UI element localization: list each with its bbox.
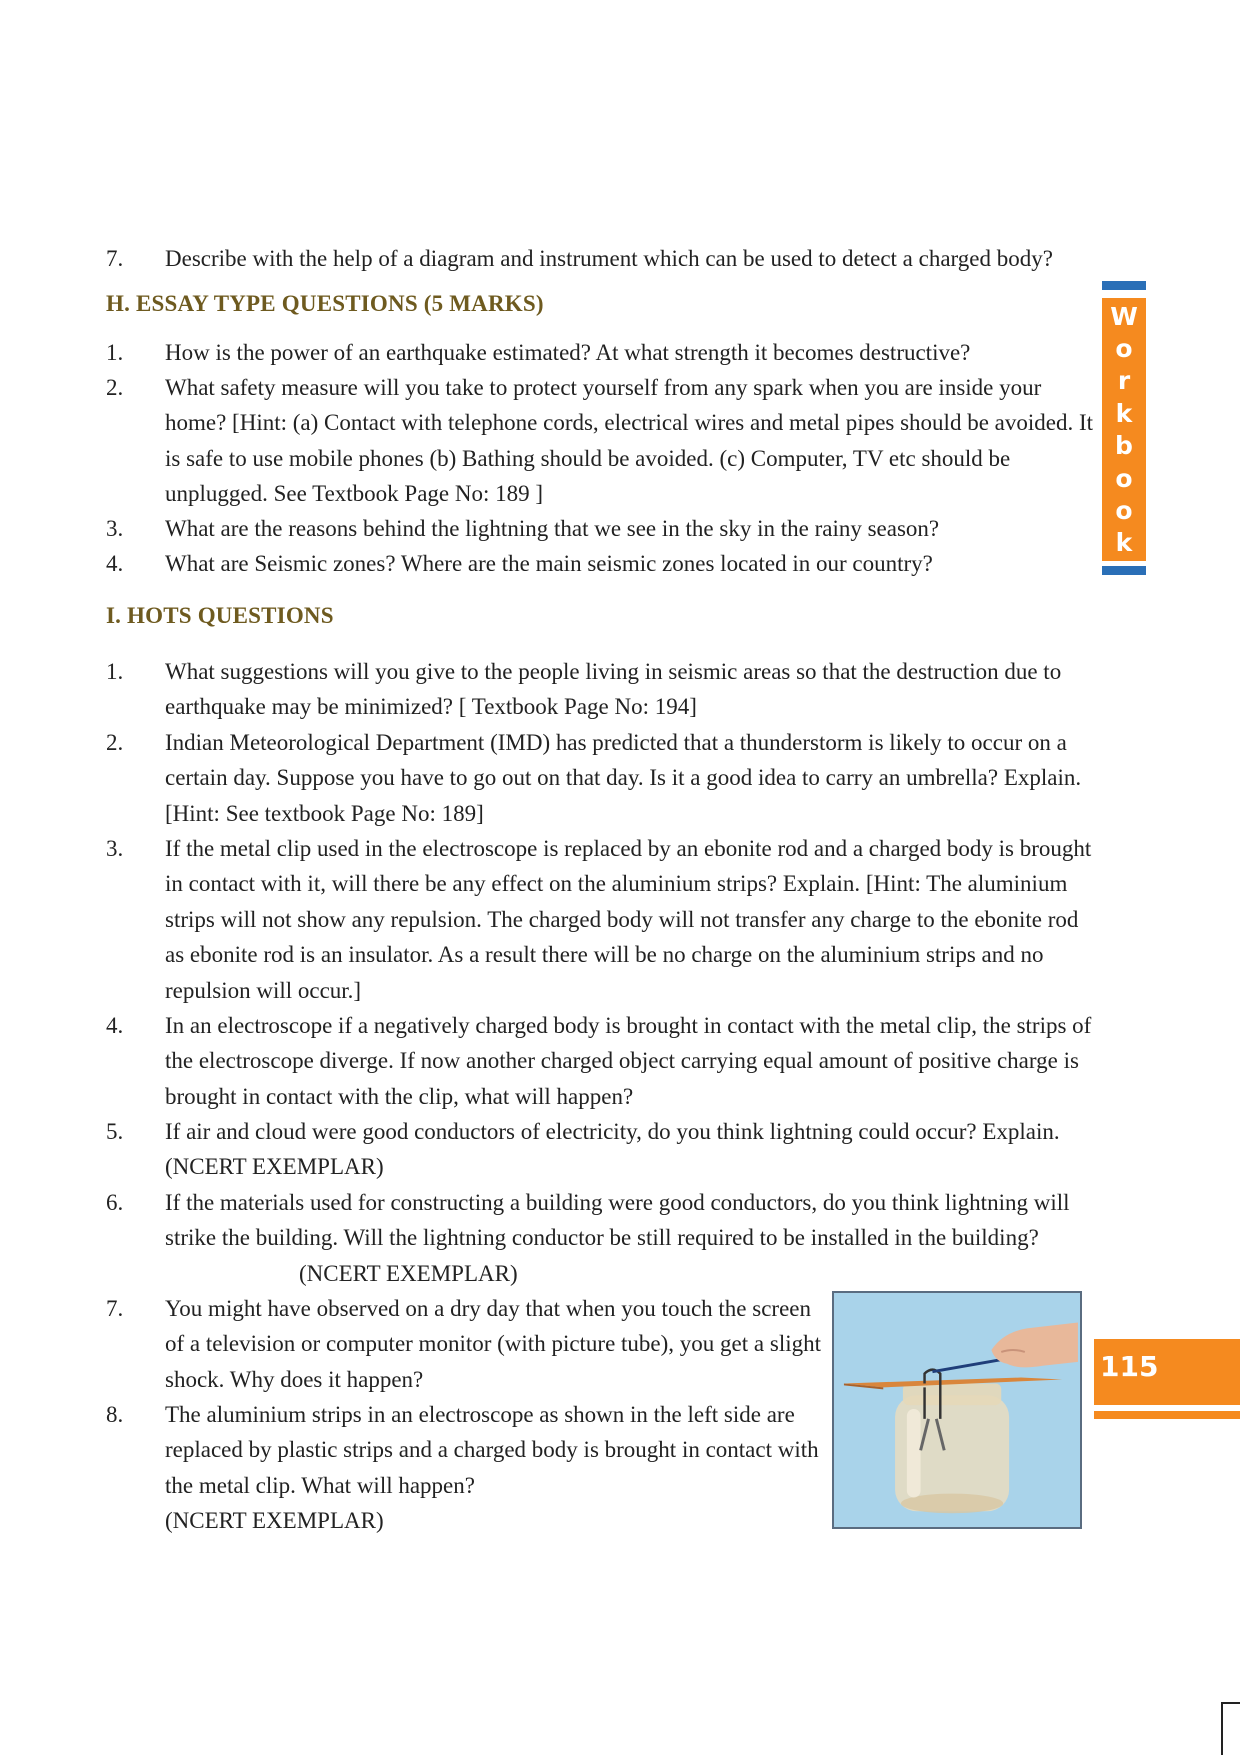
tab-letter: o [1115,334,1133,364]
question-number: 7. [106,246,124,271]
question-item [106,370,1096,512]
question-item [106,335,1096,370]
question-text: What are the reasons behind the lightning that we see in the sky in the rainy season? [165,516,940,541]
question-item [106,831,1096,1008]
question-item [106,725,1096,831]
crop-mark [1221,1702,1240,1704]
tab-letter: r [1117,366,1131,396]
exemplar-tag: (NCERT EXEMPLAR) [165,1508,384,1534]
question-number: 1. [106,340,124,365]
workbook-side-tab [1102,298,1146,561]
question-item [106,1185,1096,1291]
question-number: 3. [106,836,124,861]
section-heading-hots: I. HOTS QUESTIONS [106,603,334,628]
tab-letter: b [1115,431,1133,461]
question-text-wrap [165,1397,826,1539]
question-text: If air and cloud were good conductors of electricity, do you think lightning could occur? Explain. (NCERT EXEMPLAR) [165,1119,1060,1180]
question-text: How is the power of an earthquake estimated? At what strength it becomes destructive? [165,340,971,365]
question-number: 6. [106,1190,124,1215]
electroscope-illustration [834,1293,1080,1527]
question-text: If the materials used for constructing a building were good conductors, do you think lightning will strike the building. Will the lightning conductor be still required to be installed in the building? [165,1190,1070,1251]
tab-letter: o [1115,463,1133,493]
question-item [106,241,1096,276]
exemplar-tag: (NCERT EXEMPLAR) [299,1260,518,1286]
question-text: What are Seismic zones? Where are the main seismic zones located in our country? [165,551,933,576]
question-number: 1. [106,659,124,684]
question-text-wrap [165,1185,1096,1291]
question-text: If the metal clip used in the electroscope is replaced by an ebonite rod and a charged body is brought in contact with it, will there be any effect on the aluminium strips? Explain. [Hint: The aluminium strips will not show any repulsion. The charged body will not transfer any charge to the ebonite rod as ebonite rod is an insulator. As a result there will be no charge on the aluminium strips and no repulsion will occur.] [165,836,1092,1003]
section-heading-essay: H. ESSAY TYPE QUESTIONS (5 MARKS) [106,291,544,316]
question-item [106,1291,826,1397]
tab-letter: W [1110,301,1138,331]
question-text: Indian Meteorological Department (IMD) has predicted that a thunderstorm is likely to occur on a certain day. Suppose you have to go out on that day. Is it a good idea to carry an umbrella? Explain. [Hint: See textbook Page No: 189] [165,730,1082,826]
tab-letter: k [1115,398,1133,428]
question-number: 8. [106,1402,124,1427]
crop-mark [1221,1702,1223,1755]
question-item [106,654,1096,725]
question-text: What safety measure will you take to protect yourself from any spark when you are inside your home? [Hint: (a) Contact with telephone cords, electrical wires and metal pipes should be avoided. It is safe to use mobile phones (b) Bathing should be avoided. (c) Computer, TV etc should be unplugged. See Textbook Page No: 189 ] [165,375,1094,507]
question-number: 4. [106,1013,124,1038]
page-number-underline [1094,1411,1240,1419]
electroscope-figure [832,1291,1082,1529]
question-number: 4. [106,551,124,576]
question-text: What suggestions will you give to the people living in seismic areas so that the destruction due to earthquake may be minimized? [ Textbook Page No: 194] [165,659,1062,720]
question-item [106,1397,826,1539]
question-item [106,1114,1096,1185]
page-number: 115 [1100,1350,1159,1383]
tab-letter: o [1115,495,1133,525]
side-tab-bottom-bar [1102,566,1146,575]
question-text: Describe with the help of a diagram and instrument which can be used to detect a charged body? [165,246,1053,271]
tab-letter: k [1115,528,1133,558]
question-text: You might have observed on a dry day that when you touch the screen of a television or computer monitor (with picture tube), you get a slight shock. Why does it happen? [165,1296,821,1392]
question-item [106,546,1096,581]
question-text: In an electroscope if a negatively charged body is brought in contact with the metal clip, the strips of the electroscope diverge. If now another charged object carrying equal amount of positive charge is brought in contact with the clip, what will happen? [165,1013,1092,1109]
side-tab-top-bar [1102,281,1146,290]
question-text: The aluminium strips in an electroscope as shown in the left side are replaced by plastic strips and a charged body is brought in contact with the metal clip. What will happen? [165,1402,819,1498]
question-item [106,1008,1096,1114]
question-number: 3. [106,516,124,541]
question-number: 7. [106,1296,124,1321]
question-item [106,511,1096,546]
question-number: 5. [106,1119,124,1144]
question-number: 2. [106,730,124,755]
question-number: 2. [106,375,124,400]
